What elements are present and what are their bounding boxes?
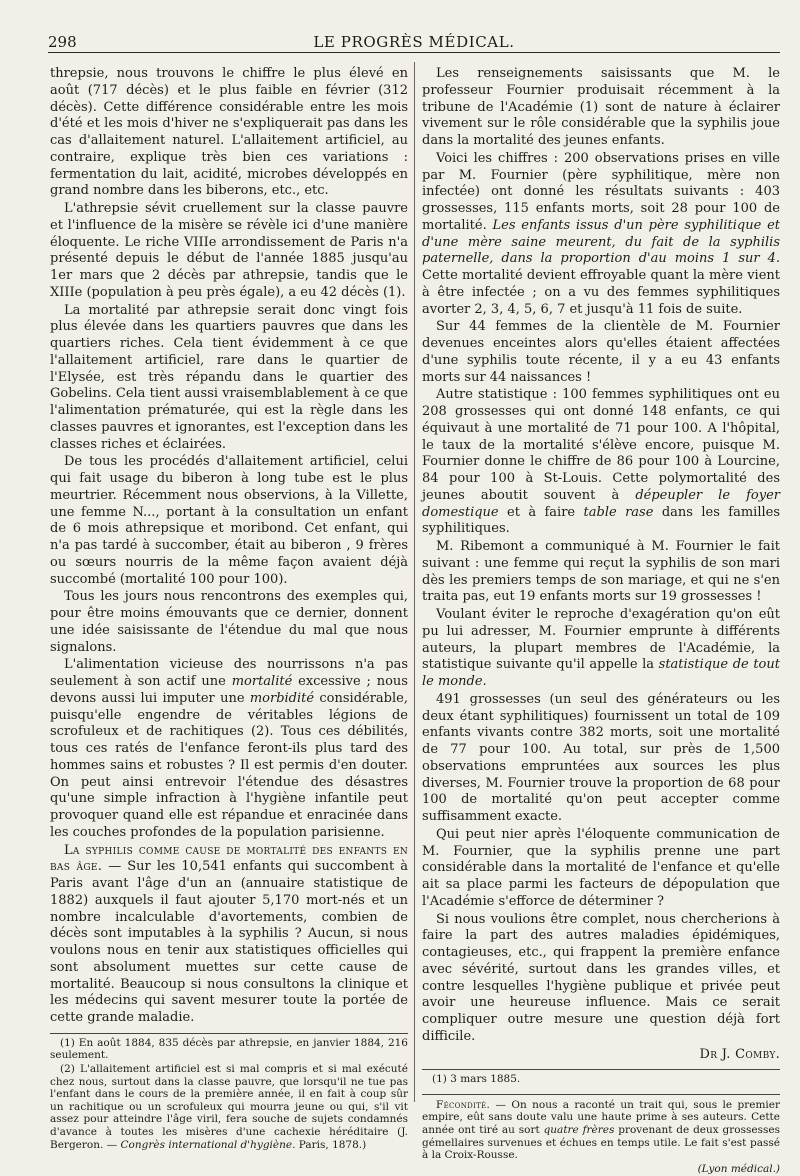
note-source: [422, 1163, 780, 1176]
section-paragraph: [50, 843, 408, 1027]
column-divider: [414, 62, 415, 1102]
footnotes: [422, 1069, 780, 1086]
paragraph: L'athrepsie sévit cruellement sur la classe pauvre et l'influence de la misère se révèle ici d'une manière éloquente. Le riche VIIIe arrondissement de Paris n'a présenté depuis le début de l'année 1885 jusqu'au 1er mars que 2 décès par athrepsie, tandis que le XIIIe (population à peu près égale), a eu 42 décès (1).: [50, 201, 408, 300]
paragraph: La mortalité par athrepsie serait donc vingt fois plus élevée dans les quartiers pauvres que dans les quartiers riches. Cela tient évidemment à ce que l'allaitement artificiel, rare dans le quartier de l'Elysée, est très répandu dans le quartier des Gobelins. Cela tient aussi vraisemblablement à ce que l'alimentation prématurée, qui est la règle dans les classes pauvres et ignorantes, est l'exception dans les classes riches et éclairées.: [50, 302, 408, 452]
italic-run: dépeupler le foyer domestique: [422, 487, 781, 520]
paragraph: [422, 387, 780, 538]
source-text: (Lyon médical.): [697, 1162, 780, 1175]
text-run: Cette mortalité devient effroyable quant la mère vient à être infectée ; on a vu des femmes syphilitiques avorter 2, 3, 4, 5, 6, 7 et jusqu'à 11 fois de suite.: [422, 268, 780, 317]
section-heading: La syphilis comme cause de mortalité des enfants en bas âge.: [50, 842, 408, 875]
right-column: [422, 66, 780, 1176]
text-run: considérable, puisqu'elle engendre de véritables légions de scrofuleux et de rachitiques (2). Tous ces débilités, tous ces ratés de l'enfance feront-ils plus tard des hommes sains et robustes ? Il est permis d'en douter. On peut ainsi entrevoir l'étendue des désastres qu'une simple infraction à l'hygiène infantile peut provoquer quand elle est répandue et enracinée dans les couches profondes de la population parisienne.: [50, 690, 408, 840]
signature: [422, 1047, 780, 1064]
paragraph: Si nous voulions être complet, nous chercherions à faire la part des autres maladies épidémiques, contagieuses, etc., qui frappent la première enfance avec sévérité, surtout dans les grandes villes, et contre lesquelles l'hygiène publique et privée peut avoir une heureuse influence. Mais ce serait compliquer outre mesure une question déjà fort difficile.: [422, 911, 780, 1044]
italic-run: Congrès international d'hygiène.: [120, 1138, 296, 1151]
text-run: dans les familles syphilitiques.: [422, 504, 781, 537]
text-run: L'alimentation vicieuse des nourrissons n'a pas seulement à son actif une: [50, 657, 408, 689]
footnotes: [50, 1033, 408, 1151]
note-text: [422, 1099, 780, 1162]
paragraph: [422, 151, 780, 319]
paragraph: 491 grossesses (un seul des générateurs ou les deux étant syphilitiques) fournissent un total de 109 enfants vivants contre 382 morts, soit une mortalité de 77 pour 100. Au total, sur près de 1,500 observations empruntées aux sources les plus diverses, M. Fournier trouve la proportion de 68 pour 100 de mortalité qu'on peut accepter comme suffisamment exacte.: [422, 691, 780, 824]
note-heading: Fécondité.: [436, 1098, 491, 1111]
text-run: Voici les chiffres : 200 observations prises en ville par M. Fournier (père syphilitique, mère non infectée) ont donné les résultats suivants : 403 grossesses, 115 enfants morts, soit 28 pour 100 de mortalité.: [422, 150, 780, 233]
italic-run: quatre frères: [543, 1124, 615, 1137]
page-number: 298: [48, 33, 77, 51]
paragraph: De tous les procédés d'allaitement artificiel, celui qui fait usage du biberon à long tube est le plus meurtrier. Récemment nous observions, à la Villette, une femme N..., portant à la consultation un enfant de 6 mois athrepsique et moribond. Cet enfant, qui n'a pas tardé à succomber, était au biberon , 9 frères ou sœurs nourris de la même façon avaient déjà succombé (mortalité 100 pour 100).: [50, 454, 408, 587]
text-run: Autre statistique : 100 femmes syphilitiques ont eu 208 grossesses qui ont donné 148 enfants, ce qui équivaut à une mortalité de 71 pour 100. A l'hôpital, le taux de la mortalité s'élève encore, puisque M. Fournier donne le chiffre de 86 pour 100 à Lourcine, 84 pour 100 à St-Louis. Cette polymortalité des jeunes aboutit souvent à: [422, 387, 780, 503]
text-run: — On nous a raconté un trait qui, sous le premier empire, eût sans doute valu une haute prime à ses auteurs. Cette année ont tiré au sort: [422, 1098, 780, 1137]
paragraph: Qui peut nier après l'éloquente communication de M. Fournier, que la syphilis prenne une part considérable dans la mortalité de l'enfance et qu'elle ait sa place parmi les facteurs de dépopulation que l'Académie s'efforce de déterminer ?: [422, 826, 780, 909]
italic-run: table rase: [583, 504, 654, 520]
fecondite-note: [422, 1094, 780, 1176]
paragraph: Sur 44 femmes de la clientèle de M. Fournier devenues enceintes alors qu'elles étaient affectées d'une syphilis toute récente, il y a eu 43 enfants morts sur 44 naissances !: [422, 319, 780, 385]
paragraph: threpsie, nous trouvons le chiffre le plus élevé en août (717 décès) et le plus faible en février (312 décès). Cette différence considérable entre les mois d'été et les mois d'hiver ne s'expliquerait pas dans les cas d'allaitement naturel. L'allaitement artificiel, au contraire, explique très bien ces variations : fermentation du lait, acidité, microbes développés en grand nombre dans les biberons, etc., etc.: [50, 66, 408, 199]
text-run: (2) L'allaitement artificiel est si mal compris et si mal exécuté chez nous, surtout dans la classe pauvre, que lorsqu'il ne tue pas l'enfant dans le cours de la première année, il en fait à coup sûr un rachitique ou un scrofuleux qui mourra jeune ou qui, s'il vit assez pour atteindre l'âge viril, fera souche de sujets condamnés d'avance à toutes les misères d'une cachexie héréditaire (J. Bergeron. —: [50, 1062, 408, 1151]
paragraph: Tous les jours nous rencontrons des exemples qui, pour être moins émouvants que ce dernier, donnent une idée saisissante de l'étendue du mal que nous signalons.: [50, 589, 408, 655]
footnote: [50, 1063, 408, 1151]
paragraph: Les renseignements saisissants que M. le professeur Fournier produisait récemment à la tribune de l'Académie (1) sont de nature à éclairer vivement sur le rôle considérable que la syphilis joue dans la mortalité des jeunes enfants.: [422, 66, 780, 148]
footnote: (1) 3 mars 1885.: [432, 1073, 521, 1086]
running-head: LE PROGRÈS MÉDICAL.: [313, 33, 515, 51]
page-header: [48, 30, 780, 53]
text-run: excessive ; nous devons aussi lui imputer une: [50, 674, 408, 706]
paragraph: [50, 657, 408, 841]
left-column: [50, 66, 408, 1152]
signature-text: Dr J. Comby.: [699, 1046, 780, 1062]
paragraph: M. Ribemont a communiqué à M. Fournier le fait suivant : une femme qui reçut la syphilis de son mari dès les premiers temps de son mariage, et qui ne s'en traita pas, eut 19 enfants morts sur 19 grossesses !: [422, 539, 780, 605]
italic-run: Les enfants issus d'un père syphilitique et d'une mère saine meurent, du fait de la syphilis paternelle, dans la proportion d'au moins 1 sur 4.: [422, 217, 780, 267]
text-run: et à faire: [507, 504, 576, 520]
text-run: provenant de deux grossesses gémellaires survenues et échues en temps utile. Le fait s'est passé à la Croix-Rousse.: [422, 1124, 780, 1162]
italic-run: mortalité: [231, 674, 293, 689]
text-run: Voulant éviter le reproche d'exagération qu'on eût pu lui adresser, M. Fournier emprunte à différents auteurs, la plupart membres de l'Académie, la statistique suivante qu'il appelle la: [422, 607, 780, 673]
italic-run: morbidité: [249, 690, 315, 706]
italic-run: statistique de tout le monde.: [422, 657, 780, 689]
footnote: (1) En août 1884, 835 décès par athrepsie, en janvier 1884, 216 seulement.: [50, 1036, 408, 1062]
paragraph: [422, 607, 780, 691]
text-run: Paris, 1878.): [298, 1138, 367, 1151]
text-run: — Sur les 10,541 enfants qui succombent à Paris avant l'âge d'un an (annuaire statistique de 1882) auxquels il faut ajouter 5,170 mort-nés et un nombre incalculable d'avortements, combien de décès sont imputables à la syphilis ? Aucun, si nous voulons nous en tenir aux statistiques officielles qui sont absolument muettes sur cette cause de mortalité. Beaucoup si nous consultons la clinique et les médecins qui savent mesurer toute la portée de cette grande maladie.: [50, 859, 408, 1025]
